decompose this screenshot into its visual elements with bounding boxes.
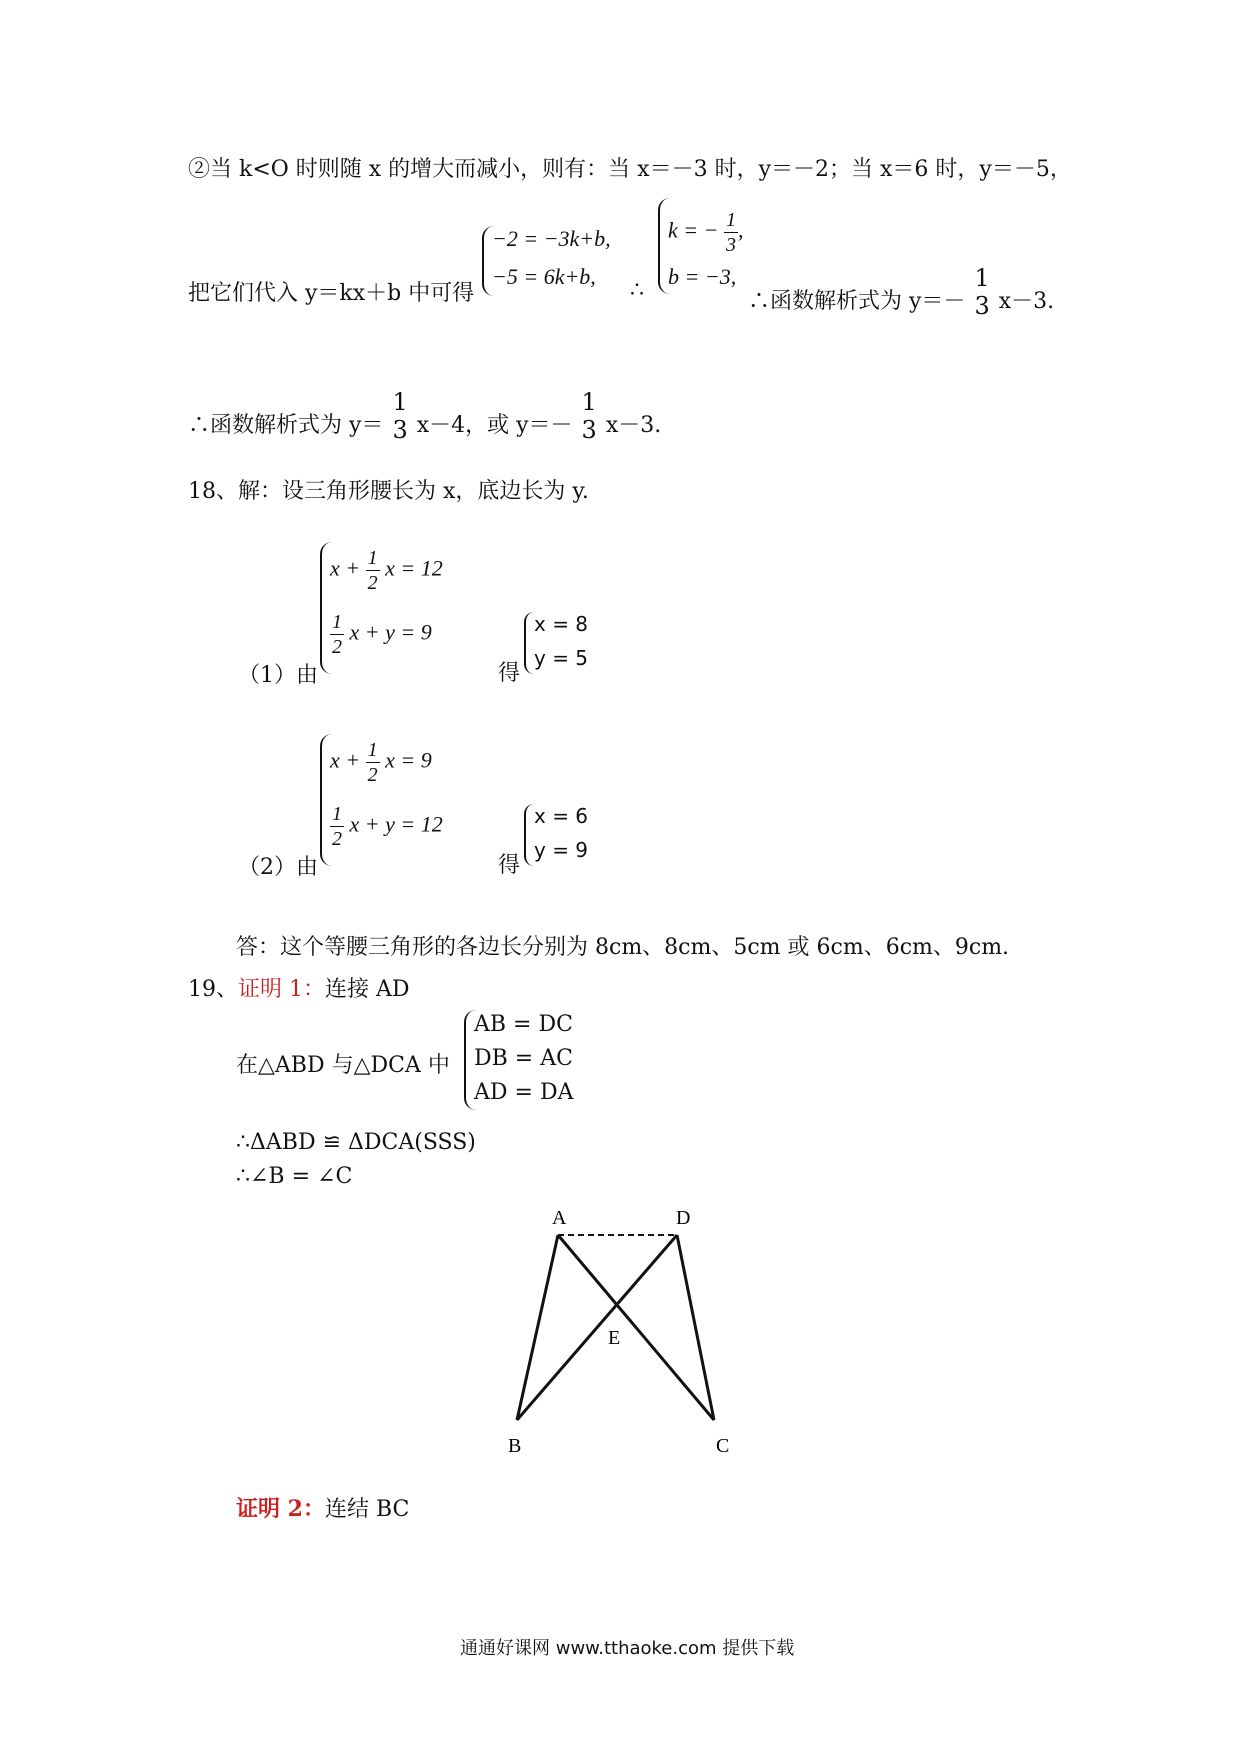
q18-case1-get: 得 <box>498 661 521 686</box>
segment-db <box>517 1235 677 1420</box>
label-b: B <box>508 1435 522 1457</box>
segment-dc <box>677 1235 714 1420</box>
equation-2: −5 = 6k+b, <box>492 264 596 289</box>
q18-case1-sol1: x = 8 <box>534 612 589 636</box>
q19-cond3: AD = DA <box>474 1080 574 1105</box>
q18-case2-eq1: x + $\frac{1}{2}$ x = 9 <box>330 739 432 786</box>
conclusion-17: ∴函数解析式为 y＝ 1 3 x－4，或 y＝－ 1 3 x－3. <box>188 388 662 444</box>
segment-ac <box>558 1235 714 1420</box>
case2-line1: ②当 k<O 时则随 x 的增大而减小，则有：当 x＝－3 时，y＝－2；当 x＝6 时，y＝－5， <box>188 157 1072 182</box>
function-result-1: ∴函数解析式为 y＝－ 1 3 x－3. <box>748 264 1055 320</box>
q19-step2: ∴∠B = ∠C <box>236 1164 353 1189</box>
q18-case2-eq2: $\frac{1}{2}$ x + y = 12 <box>332 803 443 850</box>
q18-case1-sol-brace <box>524 612 534 674</box>
q18-case2-label: （2）由 <box>238 855 318 880</box>
q18-case2-sol1: x = 6 <box>534 804 589 828</box>
q19-step1: ∴ΔABD ≌ ΔDCA(SSS) <box>236 1130 476 1155</box>
q18-intro: 18、解：设三角形腰长为 x，底边长为 y. <box>188 479 589 504</box>
q18-case1-eq2: $\frac{1}{2}$ x + y = 9 <box>332 611 432 658</box>
q19-cond2: DB = AC <box>474 1046 573 1071</box>
q19-proof2: 证明 2：连结 BC <box>236 1496 410 1522</box>
therefore-symbol: ∴ <box>630 278 644 303</box>
segment-ab <box>517 1235 558 1420</box>
equation-1: −2 = −3k+b, <box>492 226 611 251</box>
label-d: D <box>676 1207 691 1229</box>
label-e: E <box>608 1327 621 1349</box>
label-a: A <box>552 1207 567 1229</box>
q18-case2-sol-brace <box>524 804 534 866</box>
q19-line1: 19、证明 1：连接 AD <box>188 977 410 1002</box>
q18-case1-sol2: y = 5 <box>534 646 589 670</box>
b-value: b = −3, <box>668 264 737 289</box>
q18-case1-label: （1）由 <box>238 663 318 688</box>
q18-case1-eq1: x + $\frac{1}{2}$ x = 12 <box>330 547 443 594</box>
page-footer: 通通好课网 www.tthaoke.com 提供下载 <box>460 1638 795 1659</box>
label-c: C <box>716 1435 730 1457</box>
q18-case2-sol2: y = 9 <box>534 838 589 862</box>
q18-case2-get: 得 <box>498 853 521 878</box>
q18-answer: 答：这个等腰三角形的各边长分别为 8cm、8cm、5cm 或 6cm、6cm、9cm. <box>236 935 1010 960</box>
geometry-figure <box>490 1200 750 1470</box>
q19-cond1: AB = DC <box>474 1012 573 1037</box>
case2-substitute-text: 把它们代入 y＝kx＋b 中可得 <box>188 281 475 306</box>
k-value: k = − $\frac{1}{3}$ , <box>668 209 744 256</box>
q19-in-triangles: 在△ABD 与△DCA 中 <box>236 1053 450 1078</box>
